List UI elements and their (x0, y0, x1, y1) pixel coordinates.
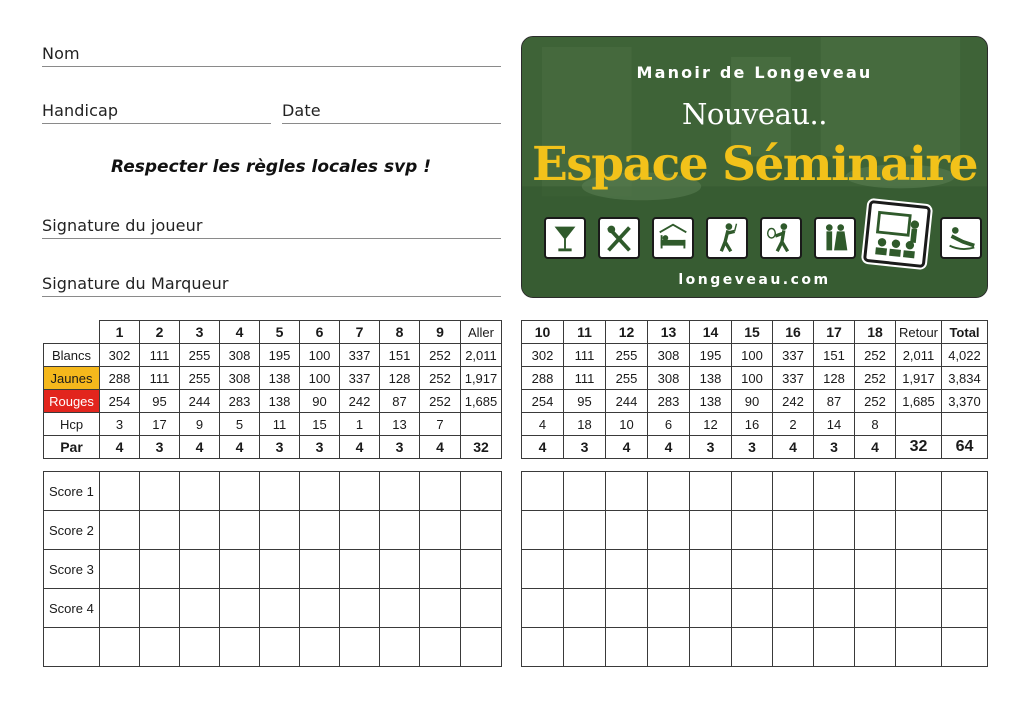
grand-total: 64 (942, 436, 988, 459)
hcp-cell: 3 (100, 413, 140, 436)
par-cell: 4 (220, 436, 260, 459)
score-cell[interactable] (896, 589, 942, 628)
yardage-cell: 151 (814, 344, 855, 367)
hcp-row-back (522, 413, 988, 436)
yardage-cell: 337 (340, 344, 380, 367)
aller-total: 2,011 (461, 344, 502, 367)
hcp-row-front (44, 413, 502, 436)
score-cell[interactable] (648, 550, 690, 589)
yardage-cell: 283 (220, 390, 260, 413)
hole-number: 12 (606, 321, 648, 344)
holes-row-back (522, 321, 988, 344)
yardage-cell: 95 (140, 390, 180, 413)
hole-number: 7 (340, 321, 380, 344)
score-cell[interactable] (648, 472, 690, 511)
yardage-cell: 302 (100, 344, 140, 367)
grand-total: 3,370 (942, 390, 988, 413)
score-cell[interactable] (855, 550, 896, 589)
yardage-cell: 128 (814, 367, 855, 390)
par-cell: 4 (773, 436, 814, 459)
par-cell: 3 (564, 436, 606, 459)
score-cell[interactable] (773, 550, 814, 589)
score-row (44, 550, 502, 589)
tee-label-rouges: Rouges (44, 390, 100, 413)
hole-number: 6 (300, 321, 340, 344)
score-cell[interactable] (773, 511, 814, 550)
score-cell[interactable] (855, 589, 896, 628)
score-cell[interactable] (420, 628, 461, 667)
yardage-cell: 255 (180, 344, 220, 367)
score-cell[interactable] (732, 628, 773, 667)
yardage-cell: 252 (420, 344, 461, 367)
score-row (522, 550, 988, 589)
hcp-cell: 6 (648, 413, 690, 436)
score-row-label: Score 1 (44, 472, 100, 511)
score-row (522, 472, 988, 511)
yardage-cell: 255 (180, 367, 220, 390)
signature-joueur-field[interactable] (42, 215, 501, 239)
signature-marqueur-field[interactable] (42, 273, 501, 297)
yardage-cell: 288 (522, 367, 564, 390)
score-cell[interactable] (855, 511, 896, 550)
hole-number: 16 (773, 321, 814, 344)
score-cell[interactable] (220, 550, 260, 589)
score-cell[interactable] (564, 511, 606, 550)
score-row (44, 511, 502, 550)
hole-number: 17 (814, 321, 855, 344)
score-cell[interactable] (690, 550, 732, 589)
score-cell[interactable] (648, 589, 690, 628)
yardage-cell: 242 (340, 390, 380, 413)
score-cell[interactable] (220, 589, 260, 628)
retour-total: 1,917 (896, 367, 942, 390)
hcp-cell: 13 (380, 413, 420, 436)
score-cell[interactable] (380, 472, 420, 511)
retour-total: 2,011 (896, 344, 942, 367)
par-label: Par (44, 436, 100, 459)
yardage-cell: 252 (420, 390, 461, 413)
yardage-cell: 283 (648, 390, 690, 413)
score-cell[interactable] (606, 589, 648, 628)
score-cell[interactable] (140, 511, 180, 550)
tee-label-jaunes: Jaunes (44, 367, 100, 390)
hcp-cell: 16 (732, 413, 773, 436)
rouges-row-back (522, 390, 988, 413)
retour-total: 1,685 (896, 390, 942, 413)
date-field[interactable] (282, 100, 501, 124)
yardage-cell: 302 (522, 344, 564, 367)
score-row-label: Score 2 (44, 511, 100, 550)
par-cell: 3 (732, 436, 773, 459)
score-cell[interactable] (896, 628, 942, 667)
front-score-grid (43, 471, 502, 667)
yardage-cell: 138 (260, 367, 300, 390)
score-cell[interactable] (380, 628, 420, 667)
score-cell[interactable] (420, 550, 461, 589)
score-cell[interactable] (300, 589, 340, 628)
yardage-cell: 90 (300, 390, 340, 413)
yardage-cell: 254 (522, 390, 564, 413)
yardage-cell: 337 (773, 367, 814, 390)
aller-total (461, 413, 502, 436)
score-cell[interactable] (380, 589, 420, 628)
score-cell[interactable] (380, 550, 420, 589)
yardage-cell: 90 (732, 390, 773, 413)
score-cell[interactable] (855, 472, 896, 511)
yardage-cell: 308 (220, 344, 260, 367)
relaxation-icon (940, 217, 982, 259)
aller-total: 1,685 (461, 390, 502, 413)
score-cell[interactable] (773, 589, 814, 628)
cocktail-icon (544, 217, 586, 259)
par-cell: 4 (180, 436, 220, 459)
yardage-cell: 337 (340, 367, 380, 390)
handicap-field[interactable] (42, 100, 271, 124)
par-cell: 4 (648, 436, 690, 459)
yardage-cell: 111 (564, 367, 606, 390)
score-cell[interactable] (300, 511, 340, 550)
banner-headline: Espace Séminaire (531, 137, 978, 192)
score-cell[interactable] (461, 628, 502, 667)
score-cell[interactable] (606, 472, 648, 511)
par-cell: 4 (522, 436, 564, 459)
score-cell[interactable] (300, 550, 340, 589)
score-cell[interactable] (564, 589, 606, 628)
yardage-cell: 244 (606, 390, 648, 413)
hole-number: 15 (732, 321, 773, 344)
score-cell[interactable] (260, 472, 300, 511)
score-cell[interactable] (220, 628, 260, 667)
par-row-back (522, 436, 988, 459)
score-cell[interactable] (690, 472, 732, 511)
yardage-cell: 151 (380, 344, 420, 367)
hcp-cell: 9 (180, 413, 220, 436)
score-cell[interactable] (690, 628, 732, 667)
yardage-cell: 87 (814, 390, 855, 413)
score-cell[interactable] (300, 628, 340, 667)
score-cell[interactable] (732, 550, 773, 589)
tee-label-blancs: Blancs (44, 344, 100, 367)
hcp-cell: 10 (606, 413, 648, 436)
wedding-icon (814, 217, 856, 259)
hole-number: 3 (180, 321, 220, 344)
yardage-cell: 288 (100, 367, 140, 390)
par-cell: 4 (420, 436, 461, 459)
yardage-cell: 138 (690, 367, 732, 390)
blancs-row-front (44, 344, 502, 367)
rouges-row-front (44, 390, 502, 413)
score-cell[interactable] (180, 550, 220, 589)
date-label: Date (282, 101, 321, 120)
par-cell: 4 (855, 436, 896, 459)
hcp-cell: 8 (855, 413, 896, 436)
score-cell[interactable] (180, 589, 220, 628)
yardage-cell: 254 (100, 390, 140, 413)
retour-header: Retour (896, 321, 942, 344)
score-cell[interactable] (814, 628, 855, 667)
score-cell[interactable] (100, 550, 140, 589)
score-cell[interactable] (732, 589, 773, 628)
hole-number: 13 (648, 321, 690, 344)
score-cell[interactable] (100, 628, 140, 667)
yardage-cell: 252 (855, 344, 896, 367)
yardage-cell: 138 (260, 390, 300, 413)
back-score-grid (521, 471, 988, 667)
holes-row-front (44, 321, 502, 344)
score-cell[interactable] (140, 472, 180, 511)
jaunes-row-back (522, 367, 988, 390)
score-cell[interactable] (380, 511, 420, 550)
banner-teaser: Nouveau.. (682, 97, 827, 131)
yardage-cell: 100 (732, 344, 773, 367)
score-row (522, 628, 988, 667)
par-cell: 4 (100, 436, 140, 459)
score-cell[interactable] (180, 472, 220, 511)
score-cell[interactable] (522, 550, 564, 589)
score-cell[interactable] (606, 550, 648, 589)
hcp-cell: 18 (564, 413, 606, 436)
score-row-label: Score 3 (44, 550, 100, 589)
yardage-cell: 195 (260, 344, 300, 367)
score-cell[interactable] (606, 628, 648, 667)
score-cell[interactable] (896, 511, 942, 550)
score-cell[interactable] (773, 472, 814, 511)
hcp-cell: 12 (690, 413, 732, 436)
yardage-cell: 308 (220, 367, 260, 390)
score-cell[interactable] (690, 511, 732, 550)
score-row (44, 589, 502, 628)
back-nine-table (521, 320, 988, 459)
aller-total: 1,917 (461, 367, 502, 390)
score-cell[interactable] (648, 511, 690, 550)
score-cell[interactable] (942, 550, 988, 589)
hcp-cell: 14 (814, 413, 855, 436)
yardage-cell: 308 (648, 344, 690, 367)
yardage-cell: 100 (732, 367, 773, 390)
bed-icon (652, 217, 694, 259)
yardage-cell: 87 (380, 390, 420, 413)
yardage-cell: 100 (300, 367, 340, 390)
nom-field[interactable] (42, 43, 501, 67)
score-cell[interactable] (461, 550, 502, 589)
grand-total-header: Total (942, 321, 988, 344)
grand-total (942, 413, 988, 436)
hcp-cell: 17 (140, 413, 180, 436)
yardage-cell: 195 (690, 344, 732, 367)
yardage-cell: 308 (648, 367, 690, 390)
score-cell[interactable] (522, 628, 564, 667)
score-cell[interactable] (180, 511, 220, 550)
score-cell[interactable] (340, 628, 380, 667)
score-cell[interactable] (260, 550, 300, 589)
jaunes-row-front (44, 367, 502, 390)
score-cell[interactable] (942, 511, 988, 550)
score-row-label: Score 4 (44, 589, 100, 628)
score-cell[interactable] (140, 550, 180, 589)
yardage-cell: 111 (140, 344, 180, 367)
score-cell[interactable] (522, 589, 564, 628)
score-cell[interactable] (814, 550, 855, 589)
hole-number: 4 (220, 321, 260, 344)
score-cell[interactable] (522, 511, 564, 550)
hcp-cell: 4 (522, 413, 564, 436)
hcp-cell: 2 (773, 413, 814, 436)
score-cell[interactable] (896, 472, 942, 511)
score-cell[interactable] (942, 589, 988, 628)
tennis-icon (760, 217, 802, 259)
score-cell[interactable] (690, 589, 732, 628)
corner-cell (44, 321, 100, 344)
hole-number: 8 (380, 321, 420, 344)
grand-total: 4,022 (942, 344, 988, 367)
yardage-cell: 95 (564, 390, 606, 413)
score-cell[interactable] (732, 511, 773, 550)
score-cell[interactable] (855, 628, 896, 667)
par-row-front (44, 436, 502, 459)
score-cell[interactable] (420, 472, 461, 511)
score-cell[interactable] (100, 589, 140, 628)
venue-name: Manoir de Longeveau (636, 63, 873, 82)
hcp-cell: 1 (340, 413, 380, 436)
par-cell: 3 (380, 436, 420, 459)
score-cell[interactable] (522, 472, 564, 511)
hole-number: 2 (140, 321, 180, 344)
score-row (44, 628, 502, 667)
score-row-label (44, 628, 100, 667)
aller-total: 32 (461, 436, 502, 459)
yardage-cell: 255 (606, 344, 648, 367)
website-link[interactable]: longeveau.com (678, 272, 831, 288)
score-cell[interactable] (260, 628, 300, 667)
yardage-cell: 252 (855, 367, 896, 390)
score-cell[interactable] (300, 472, 340, 511)
hole-number: 18 (855, 321, 896, 344)
score-cell[interactable] (180, 628, 220, 667)
score-cell[interactable] (461, 472, 502, 511)
score-cell[interactable] (140, 628, 180, 667)
score-cell[interactable] (260, 589, 300, 628)
score-cell[interactable] (606, 511, 648, 550)
score-cell[interactable] (461, 589, 502, 628)
score-cell[interactable] (140, 589, 180, 628)
signature-joueur-label: Signature du joueur (42, 216, 203, 235)
yardage-cell: 255 (606, 367, 648, 390)
score-cell[interactable] (100, 511, 140, 550)
hole-number: 5 (260, 321, 300, 344)
score-cell[interactable] (896, 550, 942, 589)
par-cell: 3 (140, 436, 180, 459)
score-cell[interactable] (420, 511, 461, 550)
score-cell[interactable] (773, 628, 814, 667)
score-cell[interactable] (564, 550, 606, 589)
hcp-cell: 7 (420, 413, 461, 436)
retour-total: 32 (896, 436, 942, 459)
hole-number: 11 (564, 321, 606, 344)
yardage-cell: 244 (180, 390, 220, 413)
score-cell[interactable] (814, 472, 855, 511)
hcp-cell: 11 (260, 413, 300, 436)
handicap-label: Handicap (42, 101, 119, 120)
hcp-cell: 5 (220, 413, 260, 436)
score-cell[interactable] (648, 628, 690, 667)
blancs-row-back (522, 344, 988, 367)
par-cell: 3 (260, 436, 300, 459)
front-nine-table (43, 320, 502, 459)
par-cell: 4 (606, 436, 648, 459)
yardage-cell: 111 (140, 367, 180, 390)
score-cell[interactable] (420, 589, 461, 628)
par-cell: 3 (690, 436, 732, 459)
score-row (44, 472, 502, 511)
par-cell: 4 (340, 436, 380, 459)
score-cell[interactable] (340, 511, 380, 550)
yardage-cell: 111 (564, 344, 606, 367)
score-cell[interactable] (260, 511, 300, 550)
score-cell[interactable] (220, 472, 260, 511)
score-row (522, 511, 988, 550)
par-cell: 3 (300, 436, 340, 459)
hole-number: 1 (100, 321, 140, 344)
golf-icon (706, 217, 748, 259)
hole-number: 14 (690, 321, 732, 344)
yardage-cell: 242 (773, 390, 814, 413)
retour-total (896, 413, 942, 436)
score-cell[interactable] (814, 511, 855, 550)
nom-label: Nom (42, 44, 80, 63)
yardage-cell: 252 (420, 367, 461, 390)
score-cell[interactable] (340, 589, 380, 628)
yardage-cell: 252 (855, 390, 896, 413)
yardage-cell: 128 (380, 367, 420, 390)
hole-number: 9 (420, 321, 461, 344)
score-cell[interactable] (564, 472, 606, 511)
score-cell[interactable] (340, 472, 380, 511)
seminar-ad-banner (521, 36, 988, 298)
hcp-cell: 15 (300, 413, 340, 436)
score-cell[interactable] (340, 550, 380, 589)
yardage-cell: 100 (300, 344, 340, 367)
local-rules-notice: Respecter les règles locales svp ! (111, 157, 431, 177)
hcp-label: Hcp (44, 413, 100, 436)
seminar-icon (863, 200, 931, 268)
grand-total: 3,834 (942, 367, 988, 390)
yardage-cell: 337 (773, 344, 814, 367)
score-cell[interactable] (100, 472, 140, 511)
score-cell[interactable] (564, 628, 606, 667)
aller-header: Aller (461, 321, 502, 344)
restaurant-icon (598, 217, 640, 259)
yardage-cell: 138 (690, 390, 732, 413)
score-row (522, 589, 988, 628)
score-cell[interactable] (461, 511, 502, 550)
score-cell[interactable] (732, 472, 773, 511)
hole-number: 10 (522, 321, 564, 344)
score-cell[interactable] (942, 472, 988, 511)
score-cell[interactable] (942, 628, 988, 667)
score-cell[interactable] (220, 511, 260, 550)
score-cell[interactable] (814, 589, 855, 628)
par-cell: 3 (814, 436, 855, 459)
signature-marqueur-label: Signature du Marqueur (42, 274, 229, 293)
